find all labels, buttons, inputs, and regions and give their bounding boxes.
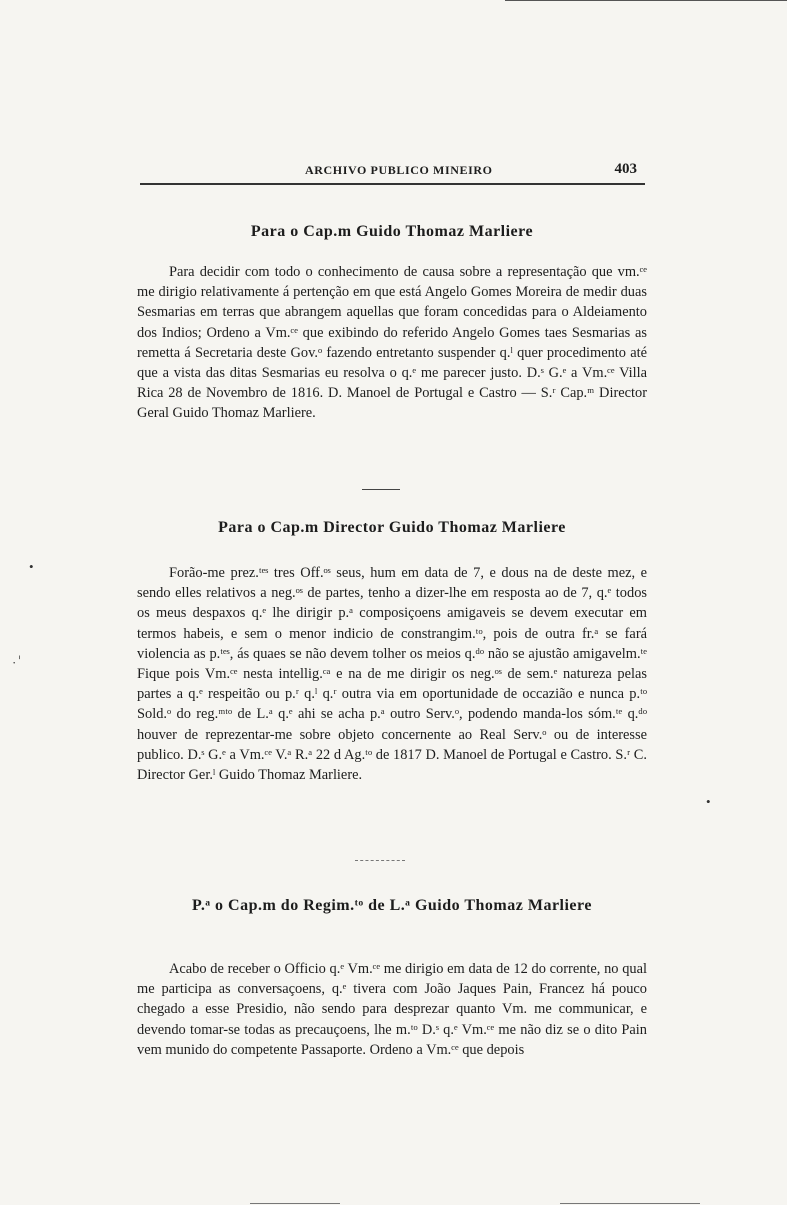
page-number: 403 xyxy=(614,161,637,177)
section-divider xyxy=(362,489,400,490)
letter-1 xyxy=(137,221,647,424)
ink-speck: • xyxy=(29,559,34,574)
letter-2-title: Para o Cap.m Director Guido Thomaz Marliere xyxy=(218,519,566,536)
ink-speck: • xyxy=(706,794,711,809)
letter-1-title: Para o Cap.m Guido Thomaz Marliere xyxy=(250,223,534,240)
letter-2 xyxy=(137,517,647,785)
running-title: ARCHIVO PUBLICO MINEIRO xyxy=(305,163,493,177)
section-divider-2 xyxy=(355,860,405,861)
top-edge-rule xyxy=(505,0,787,1)
letter-1-body: Para decidir com todo o conhecimento de causa sobre a representação que vm.ᶜᵉ me dirigio relativamente á pertenção em que está Angelo Gomes Moreira de medir duas Sesmarias em terras que abrangem aquellas que foram concedidas para o Aldeiamento dos Indios; Ordeno a Vm.ᶜᵉ que exibindo do referido Angelo Gomes taes Sesmarias as remetta á Secretaria deste Gov.ᵒ fazendo entretanto suspender q.ˡ quer procedimento até que a vista das ditas Sesmarias eu resolva o q.ᵉ me parecer justo. D.ˢ G.ᵉ a Vm.ᶜᵉ Villa Rica 28 de Novembro de 1816. D. Manoel de Portugal e Castro — S.ʳ Cap.ᵐ Director Geral Guido Thomaz Marliere. xyxy=(137,264,647,422)
letter-3-body: Acabo de receber o Officio q.ᵉ Vm.ᶜᵉ me dirigio em data de 12 do corrente, no qual me participa as conversaçoens, q.ᵉ tivera com João Jaques Pain, Francez há pouco chegado a esse Presidio, não sendo para desprezar quanto Vm. me communicar, e devendo tomar-se todas as precauçoens, lhe m.ᵗᵒ D.ˢ q.ᵉ Vm.ᶜᵉ me não diz se o dito Pain vem munido do competente Passaporte. Ordeno a Vm.ᶜᵉ que depois xyxy=(137,961,647,1058)
page-header xyxy=(140,161,645,181)
bottom-edge-rule xyxy=(560,1203,700,1204)
bottom-edge-rule xyxy=(250,1203,340,1204)
header-rule xyxy=(140,183,645,185)
ink-speck: · ٰ xyxy=(12,655,21,670)
letter-2-body: Forão-me prez.ᵗᵉˢ tres Off.ᵒˢ seus, hum em data de 7, e dous na de deste mez, e sendo elles relativos a neg.ᵒˢ de partes, tenho a dizer-lhe em resposta ao de 7, q.ᵉ todos os meus despaxos q.ᵉ lhe dirigir p.ᵃ composiçoens amigaveis se devem executar em termos habeis, e sem o menor indicio de constrangim.ᵗᵒ, pois de outra fr.ᵃ se fará violencia as p.ᵗᵉˢ, ás quaes se não devem tolher os meios q.ᵈᵒ não se ajustão amigavelm.ᵗᵉ Fique pois Vm.ᶜᵉ nesta intellig.ᶜᵃ e na de me dirigir os neg.ᵒˢ de sem.ᵉ natureza pelas partes a q.ᵉ respeitão ou p.ʳ q.ˡ q.ʳ outra via em oportunidade de occazião e nunca p.ᵗᵒ Sold.ᵒ do reg.ᵐᵗᵒ de L.ᵃ q.ᵉ ahi se acha p.ᵃ outro Serv.ᵒ, podendo manda-los sóm.ᵗᵉ q.ᵈᵒ houver de reprezentar-me sobre objeto concernente ao Real Serv.ᵒ ou de interesse publico. D.ˢ G.ᵉ a Vm.ᶜᵉ V.ᵃ R.ᵃ 22 d Ag.ᵗᵒ de 1817 D. Manoel de Portugal e Castro. S.ʳ C. Director Ger.ˡ Guido Thomaz Marliere. xyxy=(137,565,647,784)
letter-3-title: P.ᵃ o Cap.m do Regim.ᵗᵒ de L.ᵃ Guido Thomaz Marliere xyxy=(192,897,592,914)
letter-3 xyxy=(137,959,647,1060)
letter-3-heading xyxy=(137,895,647,917)
